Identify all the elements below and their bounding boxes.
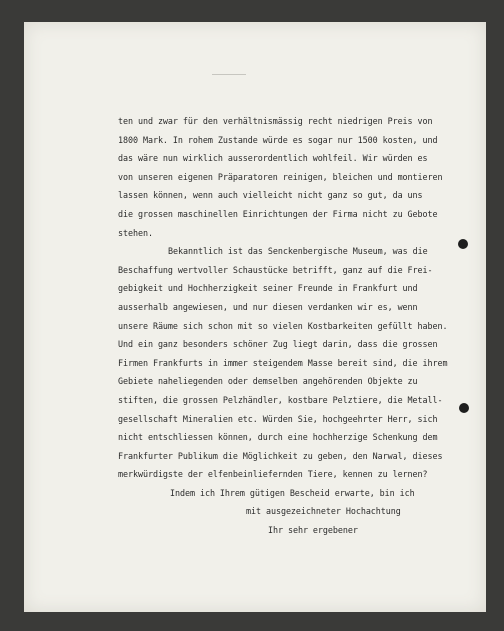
text-line: ten und zwar für den verhältnismässig recht niedrigen Preis von <box>118 116 433 126</box>
letter-body <box>118 112 480 540</box>
text-line: das wäre nun wirklich ausserordentlich wohlfeil. Wir würden es <box>118 153 428 164</box>
text-line: ausserhalb angewiesen, und nur diesen verdanken wir es, wenn <box>118 301 418 312</box>
text-line: die grossen maschinellen Einrichtungen der Firma nicht zu Gebote <box>118 208 438 219</box>
text-line: unsere Räume sich schon mit so vielen Kostbarkeiten gefüllt haben. <box>118 320 448 331</box>
text-line: Bekanntlich ist das Senckenbergische Museum, was die <box>168 246 428 257</box>
text-line: merkwürdigste der elfenbeinliefernden Tiere, kennen zu lernen? <box>118 469 428 480</box>
text-line: Frankfurter Publikum die Möglichkeit zu geben, den Narwal, dieses <box>118 450 443 461</box>
punch-hole <box>459 403 469 413</box>
closing-line: Ihr sehr ergebener <box>268 525 358 536</box>
punch-hole <box>458 239 468 249</box>
text-line: gebigkeit und Hochherzigkeit seiner Freunde in Frankfurt und <box>118 283 418 294</box>
text-line: Und ein ganz besonders schöner Zug liegt darin, dass die grossen <box>118 339 438 350</box>
text-line: Firmen Frankfurts in immer steigendem Masse bereit sind, die ihrem <box>118 357 448 368</box>
page-mark <box>212 74 246 75</box>
closing-line: mit ausgezeichneter Hochachtung <box>246 506 401 517</box>
text-line: Beschaffung wertvoller Schaustücke betrifft, ganz auf die Frei- <box>118 264 433 275</box>
text-line: gesellschaft Mineralien etc. Würden Sie, hochgeehrter Herr, sich <box>118 413 438 424</box>
text-line: 1800 Mark. In rohem Zustande würde es sogar nur 1500 kosten, und <box>118 134 438 145</box>
closing-line: Indem ich Ihrem gütigen Bescheid erwarte, bin ich <box>170 487 415 498</box>
text-line: lassen können, wenn auch vielleicht nicht ganz so gut, da uns <box>118 190 423 201</box>
text-line: stiften, die grossen Pelzhändler, kostbare Pelztiere, die Metall- <box>118 394 443 405</box>
text-line: von unseren eigenen Präparatoren reinigen, bleichen und montieren <box>118 171 443 182</box>
text-line: stehen. <box>118 227 153 238</box>
text-line: Gebiete naheliegenden oder demselben angehörenden Objekte zu <box>118 376 418 387</box>
text-line: nicht entschliessen können, durch eine hochherzige Schenkung dem <box>118 432 438 443</box>
